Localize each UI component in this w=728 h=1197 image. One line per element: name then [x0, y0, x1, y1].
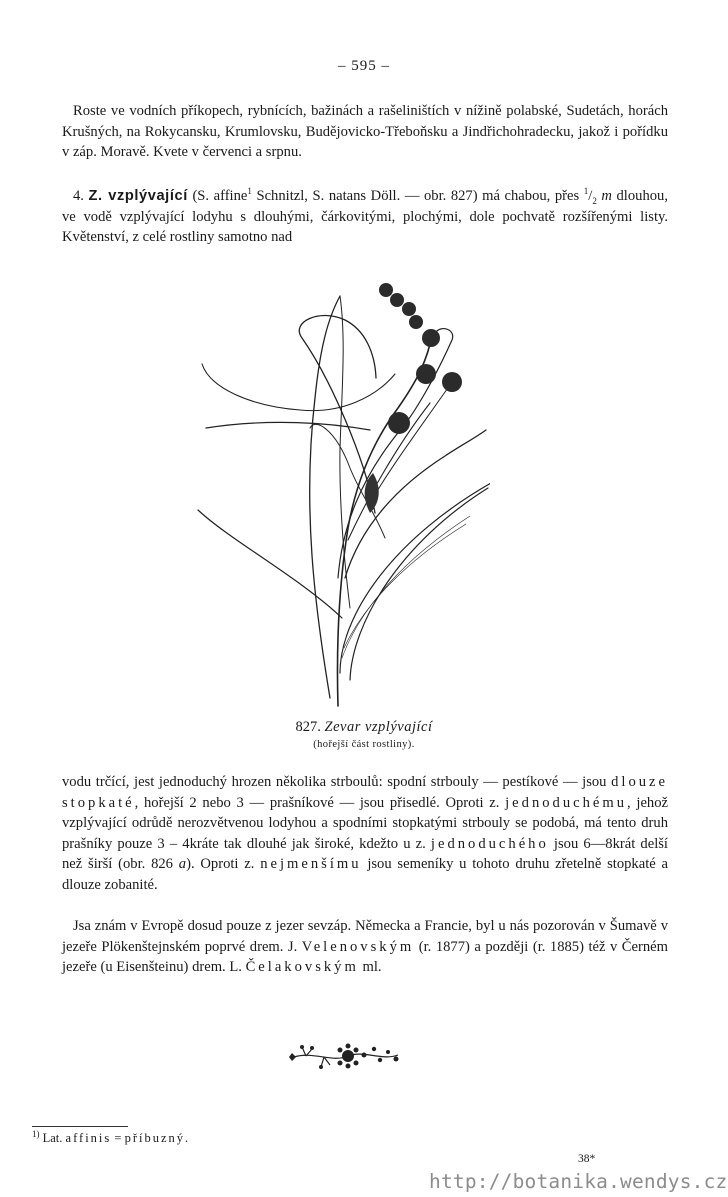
p3-g: jsou 6—8krát delší než širší (obr. 826	[62, 835, 668, 872]
p3-c: , hořejší 2 nebo 3 — prašníkové — jsou přisedlé. Oproti z.	[134, 794, 506, 811]
species-name: Z. vzplývající	[88, 188, 188, 204]
footnote-marker: 1)	[32, 1128, 40, 1139]
footnote	[32, 1128, 191, 1146]
p3-spaced-smallest: nejmenšímu	[260, 856, 362, 872]
page-number: – 595 –	[338, 58, 390, 74]
species-text-stem: Schnitzl, S. natans Döll. — obr. 827) má chabou, přes	[251, 188, 584, 204]
watermark: http://botanika.wendys.cz	[429, 1170, 728, 1193]
paragraph-habitat-text: Roste ve vodních příkopech, rybnících, bažinách a rašeliništích v nížině polabské, Sudetách, horách Krušných, na Rokycansku, Krumlovsku, Budějovicko-Třeboňsku a Jindřichohradecku, jakož i pořídku v záp. Moravě. Kvete v červenci a srpnu.	[62, 103, 668, 160]
inflorescence-text	[62, 772, 668, 895]
p3-spaced-simple: jednoduchému	[505, 794, 628, 811]
distribution-text	[62, 916, 668, 978]
printer-signature: 38*	[578, 1153, 596, 1165]
species-text-leaves: dlouhou, ve vodě vzplývající lodyhu s dlouhými, čárkovitými, plochými, dole pochvatě rozšířenými listy. Květenství, z celé rostliny samotno nad	[62, 188, 668, 245]
footnote-meaning: příbuzný.	[124, 1131, 191, 1145]
species-number: 4.	[73, 188, 84, 204]
p3-e: , jehož vzplývající odrůdě nerozvětvenou lodyhou a spodními stopkatými strbouly se podobá, má tento druh prašníky pouze 3 – 4kráte tak dlouhé jak široké, kdežto u z.	[62, 794, 668, 852]
p4-e: ml.	[358, 959, 382, 975]
paragraph-distribution	[62, 916, 668, 978]
species-description	[62, 186, 668, 248]
p3-figure-letter: a	[178, 856, 187, 872]
species-text-synonyms: (S. affine	[192, 188, 248, 204]
p4-a: Jsa znám v Evropě dosud pouze z jezer sevzáp. Německa a Francie, byl u nás pozorován v Šumavě v jezeře Plökenštejnském poprvé drem. J.	[62, 918, 668, 955]
figure-name: Zevar vzplývající	[324, 719, 433, 735]
p4-spaced-celakovsky: Čelakovským	[245, 959, 359, 975]
floral-ornament-icon	[288, 1041, 403, 1071]
paragraph-habitat	[62, 101, 668, 163]
p3-k: jsou semeníky u tohoto druhu zřetelně stopkaté a dlouze zobanité.	[62, 856, 669, 893]
p3-i: ). Oproti z.	[186, 856, 261, 872]
p4-spaced-velenovsky: Velenovským	[301, 938, 415, 955]
footnote-lat: Lat.	[42, 1131, 63, 1145]
figure-number: 827.	[295, 719, 321, 735]
footnote-divider	[32, 1126, 128, 1127]
paragraph-inflorescence	[62, 772, 668, 895]
fraction-numerator: 1	[583, 186, 589, 197]
footnote-equals: =	[114, 1131, 122, 1145]
p4-c: (r. 1877) a později (r. 1885) též v Černém jezeře (u Eisenšteinu) drem. L.	[62, 938, 668, 975]
figure-caption	[0, 719, 728, 736]
plant-illustration	[190, 278, 490, 710]
p3-spaced-simple-2: jednoduchého	[430, 835, 549, 852]
fraction-denominator: 2	[592, 195, 597, 206]
p3-a: vodu trčící, jest jednoduchý hrozen několika strboulů: spodní strbouly — pestíkové — jsou	[62, 774, 612, 790]
figure-note: (hořejší část rostliny).	[313, 739, 415, 750]
footnote-word: affinis	[65, 1131, 112, 1145]
p3-spaced-stalked: dlouze stopkaté	[62, 774, 668, 811]
footnote-ref: 1	[247, 186, 252, 197]
paragraph-species-4	[62, 186, 668, 248]
fraction-separator: /	[588, 188, 593, 204]
unit-metre: m	[601, 188, 612, 204]
